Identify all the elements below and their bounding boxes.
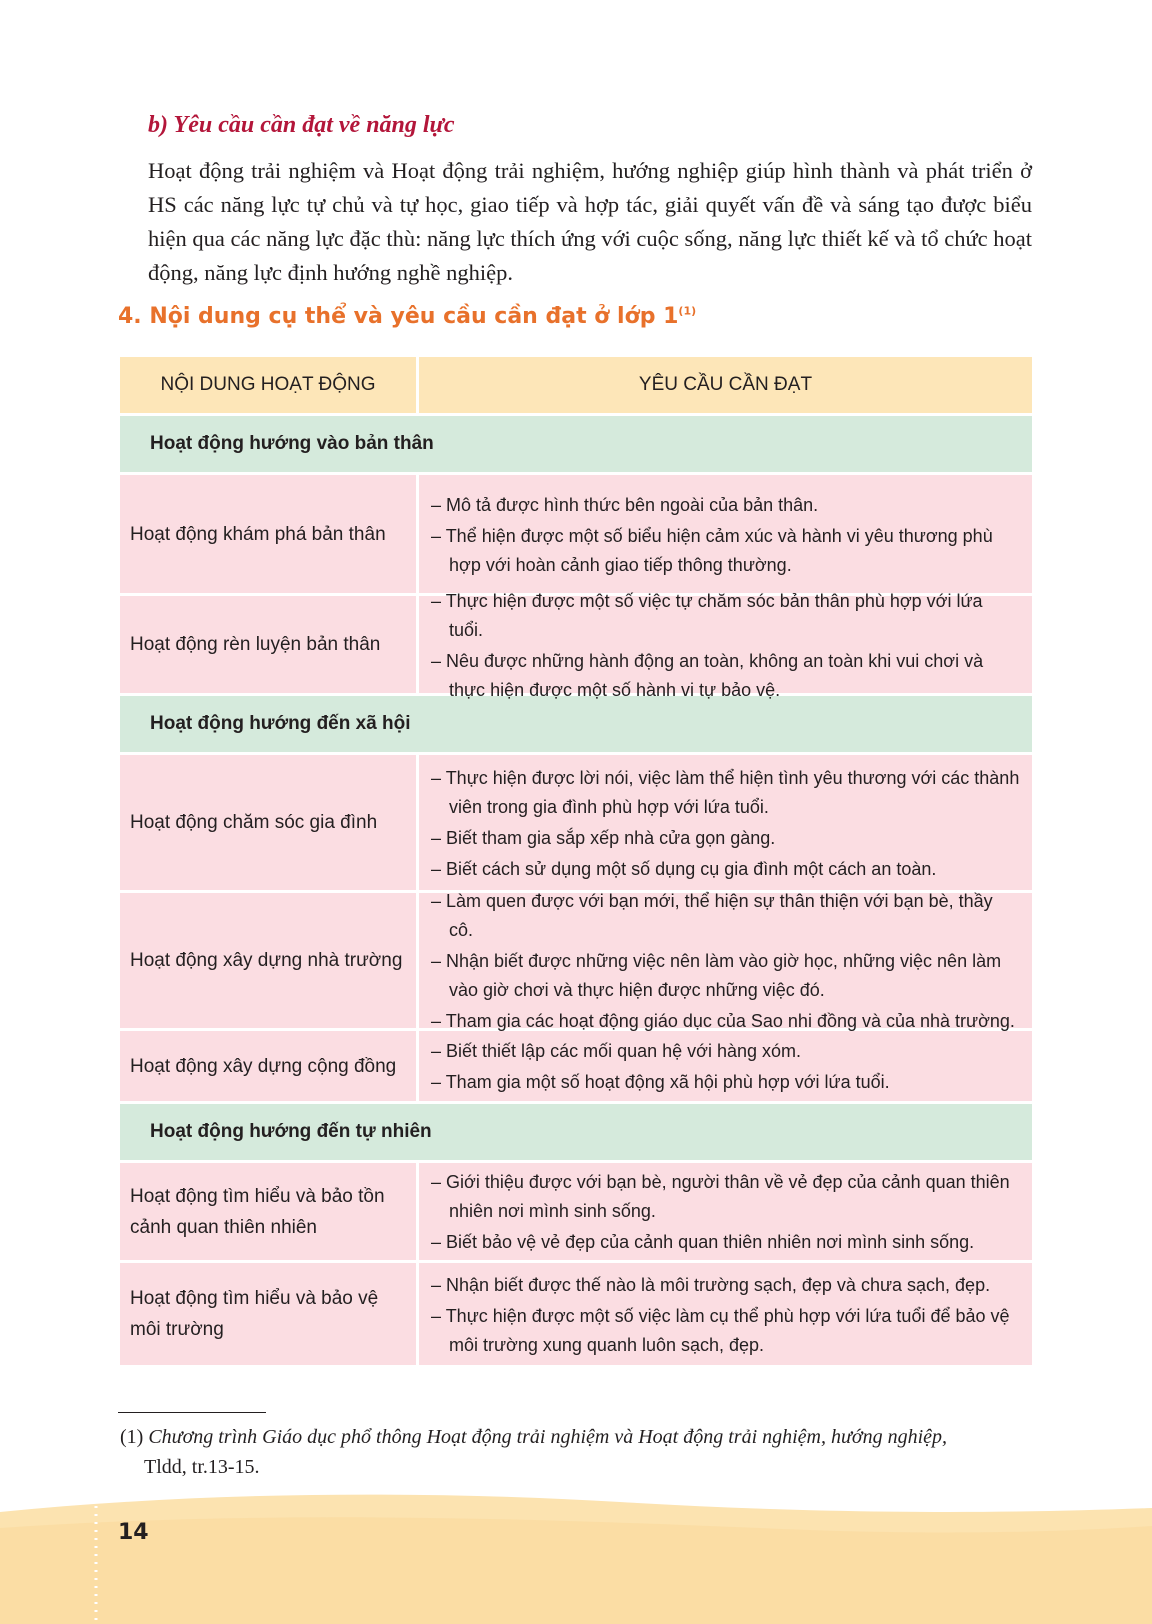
requirement-item: – Biết thiết lập các mối quan hệ với hàng xóm. xyxy=(431,1037,1020,1066)
competence-paragraph: Hoạt động trải nghiệm và Hoạt động trải nghiệm, hướng nghiệp giúp hình thành và phát triển ở HS các năng lực tự chủ và tự học, giao tiếp và hợp tác, giải quyết vấn đề và sáng tạo được biểu hiện qua các năng lực đặc thù: năng lực thích ứng với cuộc sống, năng lực thiết kế và tổ chức hoạt động, năng lực định hướng nghề nghiệp. xyxy=(148,158,1032,285)
table-header-activity xyxy=(120,357,416,413)
group-row xyxy=(120,416,1032,472)
group-title: Hoạt động hướng vào bản thân xyxy=(150,433,434,454)
page-number: 14 xyxy=(118,1520,149,1545)
requirement-item: – Tham gia một số hoạt động xã hội phù hợp với lứa tuổi. xyxy=(431,1068,1020,1097)
requirement-item: – Nêu được những hành động an toàn, không an toàn khi vui chơi và thực hiện được một số hành vi tự bảo vệ. xyxy=(431,647,1020,705)
requirement-item: – Biết bảo vệ vẻ đẹp của cảnh quan thiên nhiên nơi mình sinh sống. xyxy=(431,1228,1020,1257)
group-title: Hoạt động hướng đến tự nhiên xyxy=(150,1121,432,1142)
requirements-cell xyxy=(419,475,1032,593)
requirements-cell xyxy=(419,1263,1032,1365)
activity-cell xyxy=(120,893,416,1028)
table-row xyxy=(120,475,1032,593)
requirement-item: – Tham gia các hoạt động giáo dục của Sao nhi đồng và của nhà trường. xyxy=(431,1007,1020,1036)
requirement-item: – Làm quen được với bạn mới, thể hiện sự thân thiện với bạn bè, thầy cô. xyxy=(431,887,1020,945)
activity-name: Hoạt động tìm hiểu và bảo vệ môi trường xyxy=(130,1288,379,1340)
requirement-item: – Mô tả được hình thức bên ngoài của bản thân. xyxy=(431,491,1020,520)
activity-cell xyxy=(120,1263,416,1365)
requirement-item: – Thực hiện được một số việc tự chăm sóc bản thân phù hợp với lứa tuổi. xyxy=(431,587,1020,645)
requirements-cell xyxy=(419,755,1032,890)
table-row xyxy=(120,891,1032,1031)
requirement-item: – Thể hiện được một số biểu hiện cảm xúc và hành vi yêu thương phù hợp với hoàn cảnh giao tiếp thông thường. xyxy=(431,522,1020,580)
section-title xyxy=(118,304,696,329)
activity-name: Hoạt động xây dựng cộng đồng xyxy=(130,1055,397,1077)
table-row xyxy=(120,755,1032,890)
activity-cell xyxy=(120,1163,416,1260)
requirements-table xyxy=(120,357,1032,1368)
activity-name: Hoạt động xây dựng nhà trường xyxy=(130,950,403,971)
activity-cell xyxy=(120,1031,416,1101)
table-header-requirements-label: YÊU CẦU CẦN ĐẠT xyxy=(638,374,813,395)
activity-name: Hoạt động chăm sóc gia đình xyxy=(130,812,378,833)
table-row xyxy=(120,1031,1032,1101)
footnote-mark: (1) xyxy=(120,1426,144,1448)
group-title: Hoạt động hướng đến xã hội xyxy=(150,713,411,734)
footnote-tail: Tldd, tr.13-15. xyxy=(144,1456,260,1478)
table-header-requirements xyxy=(419,357,1032,413)
requirement-item: – Giới thiệu được với bạn bè, người thân về vẻ đẹp của cảnh quan thiên nhiên nơi mình sinh sống. xyxy=(431,1168,1020,1226)
section-title-text: 4. Nội dung cụ thể và yêu cầu cần đạt ở lớp 1 xyxy=(118,304,679,329)
activity-cell xyxy=(120,596,416,693)
competence-heading: b) Yêu cầu cần đạt về năng lực xyxy=(148,112,455,138)
activity-cell xyxy=(120,475,416,593)
activity-cell xyxy=(120,755,416,890)
requirement-item: – Biết cách sử dụng một số dụng cụ gia đình một cách an toàn. xyxy=(431,855,1020,884)
requirement-item: – Biết tham gia sắp xếp nhà cửa gọn gàng. xyxy=(431,824,1020,853)
requirements-cell xyxy=(419,1031,1032,1101)
requirement-item: – Nhận biết được thế nào là môi trường sạch, đẹp và chưa sạch, đẹp. xyxy=(431,1271,1020,1300)
activity-name: Hoạt động rèn luyện bản thân xyxy=(130,634,381,655)
table-row xyxy=(120,590,1032,700)
group-row xyxy=(120,1104,1032,1160)
activity-name: Hoạt động khám phá bản thân xyxy=(130,523,386,545)
requirement-item: – Thực hiện được lời nói, việc làm thể hiện tình yêu thương với các thành viên trong gia đình phù hợp với lứa tuổi. xyxy=(431,764,1020,822)
footnote-text: Chương trình Giáo dục phổ thông Hoạt động trải nghiệm và Hoạt động trải nghiệm, hướng nghiệp, xyxy=(148,1426,948,1448)
section-footnote-ref: (1) xyxy=(678,304,697,318)
footnote xyxy=(120,1422,1032,1482)
footer-band xyxy=(0,1488,1152,1624)
footnote-divider xyxy=(118,1412,266,1413)
table-row xyxy=(120,1263,1032,1365)
table-row xyxy=(120,1163,1032,1260)
requirements-cell xyxy=(419,891,1032,1031)
table-header-activity-label: NỘI DUNG HOẠT ĐỘNG xyxy=(160,374,376,395)
table-header-row xyxy=(120,357,1032,413)
requirement-item: – Nhận biết được những việc nên làm vào giờ học, những việc nên làm vào giờ chơi và thực hiện được những việc đó. xyxy=(431,947,1020,1005)
requirements-cell xyxy=(419,1163,1032,1260)
requirements-cell xyxy=(419,590,1032,700)
activity-name: Hoạt động tìm hiểu và bảo tồn cảnh quan thiên nhiên xyxy=(130,1185,385,1238)
requirement-item: – Thực hiện được một số việc làm cụ thể phù hợp với lứa tuổi để bảo vệ môi trường xung quanh luôn sạch, đẹp. xyxy=(431,1302,1020,1360)
